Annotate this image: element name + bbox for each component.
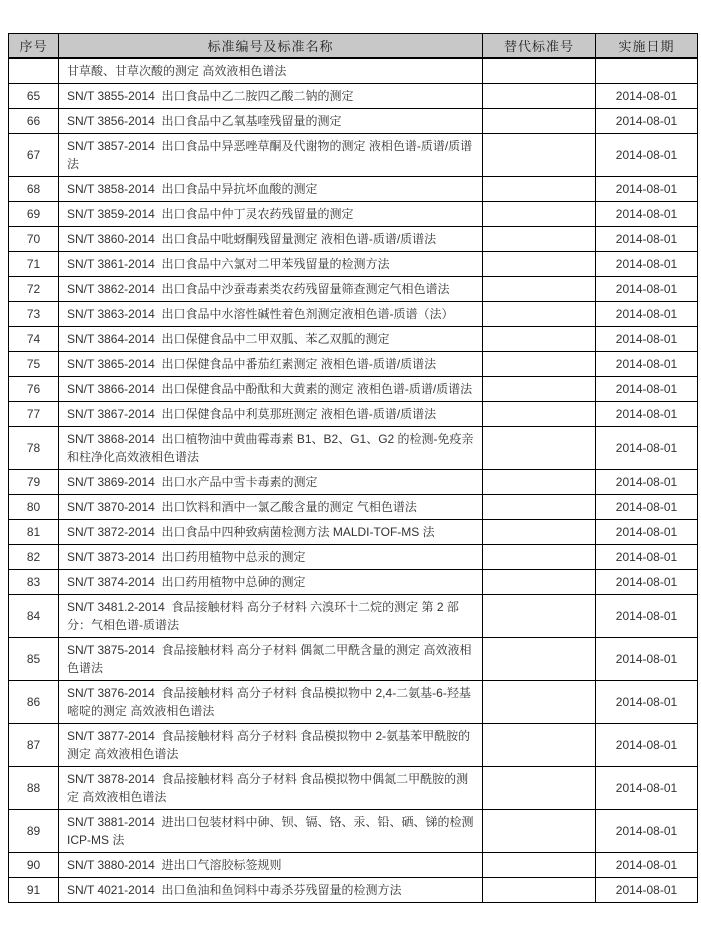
- table-row: [9, 177, 698, 202]
- implementation-date-cell: 2014-08-01: [596, 84, 698, 109]
- table-row: [9, 681, 698, 724]
- replaced-standard-cell: [483, 252, 596, 277]
- standard-name-cell: SN/T 3872-2014 出口食品中四种致病菌检测方法 MALDI-TOF-MS 法: [59, 520, 483, 545]
- implementation-date-cell: 2014-08-01: [596, 595, 698, 638]
- standard-name-cell: SN/T 3873-2014 出口药用植物中总汞的测定: [59, 545, 483, 570]
- implementation-date-cell: 2014-08-01: [596, 352, 698, 377]
- standard-name-cell: SN/T 3856-2014 出口食品中乙氧基喹残留量的测定: [59, 109, 483, 134]
- replaced-standard-cell: [483, 495, 596, 520]
- standard-name-cell: SN/T 3481.2-2014 食品接触材料 高分子材料 六溴环十二烷的测定 第 2 部分：气相色谱-质谱法: [59, 595, 483, 638]
- implementation-date-cell: 2014-08-01: [596, 277, 698, 302]
- row-number-cell: 72: [9, 277, 59, 302]
- table-row: [9, 252, 698, 277]
- row-number-cell: 88: [9, 767, 59, 810]
- implementation-date-cell: 2014-08-01: [596, 252, 698, 277]
- col-header-replaced: 替代标准号: [483, 34, 596, 59]
- replaced-standard-cell: [483, 302, 596, 327]
- implementation-date-cell: 2014-08-01: [596, 767, 698, 810]
- table-row: [9, 545, 698, 570]
- implementation-date-cell: 2014-08-01: [596, 377, 698, 402]
- implementation-date-cell: 2014-08-01: [596, 227, 698, 252]
- replaced-standard-cell: [483, 545, 596, 570]
- implementation-date-cell: 2014-08-01: [596, 202, 698, 227]
- table-body: [9, 58, 698, 903]
- table-row: [9, 520, 698, 545]
- standard-name-cell: SN/T 3863-2014 出口食品中水溶性碱性着色剂测定液相色谱-质谱（法）: [59, 302, 483, 327]
- implementation-date-cell: 2014-08-01: [596, 402, 698, 427]
- row-number-cell: 67: [9, 134, 59, 177]
- standards-table: [8, 33, 698, 903]
- replaced-standard-cell: [483, 134, 596, 177]
- table-row: [9, 202, 698, 227]
- table-row: [9, 327, 698, 352]
- implementation-date-cell: 2014-08-01: [596, 570, 698, 595]
- table-row: [9, 402, 698, 427]
- standard-name-cell: SN/T 3868-2014 出口植物油中黄曲霉毒素 B1、B2、G1、G2 的检测-免疫亲和柱净化高效液相色谱法: [59, 427, 483, 470]
- replaced-standard-cell: [483, 84, 596, 109]
- row-number-cell: 87: [9, 724, 59, 767]
- row-number-cell: 74: [9, 327, 59, 352]
- implementation-date-cell: 2014-08-01: [596, 681, 698, 724]
- replaced-standard-cell: [483, 277, 596, 302]
- table-row: [9, 810, 698, 853]
- replaced-standard-cell: [483, 681, 596, 724]
- implementation-date-cell: [596, 58, 698, 84]
- table-header: [9, 34, 698, 59]
- standard-name-cell: SN/T 3857-2014 出口食品中异恶唑草酮及代谢物的测定 液相色谱-质谱/质谱法: [59, 134, 483, 177]
- replaced-standard-cell: [483, 202, 596, 227]
- col-header-no: 序号: [9, 34, 59, 59]
- row-number-cell: 79: [9, 470, 59, 495]
- standard-name-cell: SN/T 3877-2014 食品接触材料 高分子材料 食品模拟物中 2-氨基苯甲酰胺的测定 高效液相色谱法: [59, 724, 483, 767]
- standard-name-cell: SN/T 3876-2014 食品接触材料 高分子材料 食品模拟物中 2,4-二氨基-6-羟基嘧啶的测定 高效液相色谱法: [59, 681, 483, 724]
- implementation-date-cell: 2014-08-01: [596, 520, 698, 545]
- row-number-cell: 82: [9, 545, 59, 570]
- table-row: [9, 109, 698, 134]
- replaced-standard-cell: [483, 595, 596, 638]
- table-row: [9, 767, 698, 810]
- standard-name-cell: SN/T 3855-2014 出口食品中乙二胺四乙酸二钠的测定: [59, 84, 483, 109]
- row-number-cell: 83: [9, 570, 59, 595]
- table-row: [9, 377, 698, 402]
- table-row: [9, 853, 698, 878]
- row-number-cell: 76: [9, 377, 59, 402]
- implementation-date-cell: 2014-08-01: [596, 427, 698, 470]
- replaced-standard-cell: [483, 570, 596, 595]
- row-number-cell: 66: [9, 109, 59, 134]
- replaced-standard-cell: [483, 402, 596, 427]
- standard-name-cell: 甘草酸、甘草次酸的测定 高效液相色谱法: [59, 58, 483, 84]
- row-number-cell: 69: [9, 202, 59, 227]
- table-row: [9, 427, 698, 470]
- implementation-date-cell: 2014-08-01: [596, 109, 698, 134]
- replaced-standard-cell: [483, 724, 596, 767]
- table-row: [9, 470, 698, 495]
- row-number-cell: [9, 58, 59, 84]
- standard-name-cell: SN/T 3878-2014 食品接触材料 高分子材料 食品模拟物中偶氮二甲酰胺的测定 高效液相色谱法: [59, 767, 483, 810]
- implementation-date-cell: 2014-08-01: [596, 470, 698, 495]
- row-number-cell: 75: [9, 352, 59, 377]
- table-row: [9, 58, 698, 84]
- standard-name-cell: SN/T 3859-2014 出口食品中仲丁灵农药残留量的测定: [59, 202, 483, 227]
- implementation-date-cell: 2014-08-01: [596, 724, 698, 767]
- standard-name-cell: SN/T 3870-2014 出口饮料和酒中一氯乙酸含量的测定 气相色谱法: [59, 495, 483, 520]
- table-row: [9, 277, 698, 302]
- replaced-standard-cell: [483, 177, 596, 202]
- row-number-cell: 90: [9, 853, 59, 878]
- implementation-date-cell: 2014-08-01: [596, 853, 698, 878]
- table-row: [9, 724, 698, 767]
- replaced-standard-cell: [483, 427, 596, 470]
- row-number-cell: 71: [9, 252, 59, 277]
- standard-name-cell: SN/T 3874-2014 出口药用植物中总砷的测定: [59, 570, 483, 595]
- standard-name-cell: SN/T 4021-2014 出口鱼油和鱼饲料中毒杀芬残留量的检测方法: [59, 878, 483, 903]
- replaced-standard-cell: [483, 878, 596, 903]
- implementation-date-cell: 2014-08-01: [596, 302, 698, 327]
- table-row: [9, 352, 698, 377]
- table-row: [9, 638, 698, 681]
- replaced-standard-cell: [483, 377, 596, 402]
- replaced-standard-cell: [483, 109, 596, 134]
- replaced-standard-cell: [483, 520, 596, 545]
- row-number-cell: 86: [9, 681, 59, 724]
- replaced-standard-cell: [483, 227, 596, 252]
- replaced-standard-cell: [483, 58, 596, 84]
- standard-name-cell: SN/T 3860-2014 出口食品中吡蚜酮残留量测定 液相色谱-质谱/质谱法: [59, 227, 483, 252]
- header-row: [9, 34, 698, 59]
- replaced-standard-cell: [483, 767, 596, 810]
- replaced-standard-cell: [483, 638, 596, 681]
- replaced-standard-cell: [483, 853, 596, 878]
- row-number-cell: 65: [9, 84, 59, 109]
- row-number-cell: 70: [9, 227, 59, 252]
- replaced-standard-cell: [483, 470, 596, 495]
- row-number-cell: 85: [9, 638, 59, 681]
- standard-name-cell: SN/T 3858-2014 出口食品中异抗坏血酸的测定: [59, 177, 483, 202]
- replaced-standard-cell: [483, 810, 596, 853]
- row-number-cell: 73: [9, 302, 59, 327]
- standard-name-cell: SN/T 3867-2014 出口保健食品中利莫那班测定 液相色谱-质谱/质谱法: [59, 402, 483, 427]
- implementation-date-cell: 2014-08-01: [596, 177, 698, 202]
- standard-name-cell: SN/T 3862-2014 出口食品中沙蚕毒素类农药残留量筛查测定气相色谱法: [59, 277, 483, 302]
- replaced-standard-cell: [483, 327, 596, 352]
- implementation-date-cell: 2014-08-01: [596, 545, 698, 570]
- table-row: [9, 495, 698, 520]
- table-row: [9, 878, 698, 903]
- implementation-date-cell: 2014-08-01: [596, 327, 698, 352]
- implementation-date-cell: 2014-08-01: [596, 810, 698, 853]
- implementation-date-cell: 2014-08-01: [596, 134, 698, 177]
- replaced-standard-cell: [483, 352, 596, 377]
- row-number-cell: 68: [9, 177, 59, 202]
- standard-name-cell: SN/T 3865-2014 出口保健食品中番茄红素测定 液相色谱-质谱/质谱法: [59, 352, 483, 377]
- standard-name-cell: SN/T 3880-2014 进出口气溶胶标签规则: [59, 853, 483, 878]
- implementation-date-cell: 2014-08-01: [596, 638, 698, 681]
- table-row: [9, 595, 698, 638]
- row-number-cell: 81: [9, 520, 59, 545]
- table-row: [9, 570, 698, 595]
- standard-name-cell: SN/T 3861-2014 出口食品中六氯对二甲苯残留量的检测方法: [59, 252, 483, 277]
- table-row: [9, 84, 698, 109]
- standard-name-cell: SN/T 3864-2014 出口保健食品中二甲双胍、苯乙双胍的测定: [59, 327, 483, 352]
- table-row: [9, 134, 698, 177]
- table-row: [9, 227, 698, 252]
- standard-name-cell: SN/T 3881-2014 进出口包装材料中砷、钡、镉、铬、汞、铅、硒、锑的检测 ICP-MS 法: [59, 810, 483, 853]
- table-row: [9, 302, 698, 327]
- col-header-date: 实施日期: [596, 34, 698, 59]
- standard-name-cell: SN/T 3875-2014 食品接触材料 高分子材料 偶氮二甲酰含量的测定 高效液相色谱法: [59, 638, 483, 681]
- row-number-cell: 80: [9, 495, 59, 520]
- standard-name-cell: SN/T 3866-2014 出口保健食品中酚酞和大黄素的测定 液相色谱-质谱/质谱法: [59, 377, 483, 402]
- row-number-cell: 91: [9, 878, 59, 903]
- row-number-cell: 78: [9, 427, 59, 470]
- row-number-cell: 77: [9, 402, 59, 427]
- row-number-cell: 84: [9, 595, 59, 638]
- row-number-cell: 89: [9, 810, 59, 853]
- standard-name-cell: SN/T 3869-2014 出口水产品中雪卡毒素的测定: [59, 470, 483, 495]
- col-header-name: 标准编号及标准名称: [59, 34, 483, 59]
- implementation-date-cell: 2014-08-01: [596, 495, 698, 520]
- implementation-date-cell: 2014-08-01: [596, 878, 698, 903]
